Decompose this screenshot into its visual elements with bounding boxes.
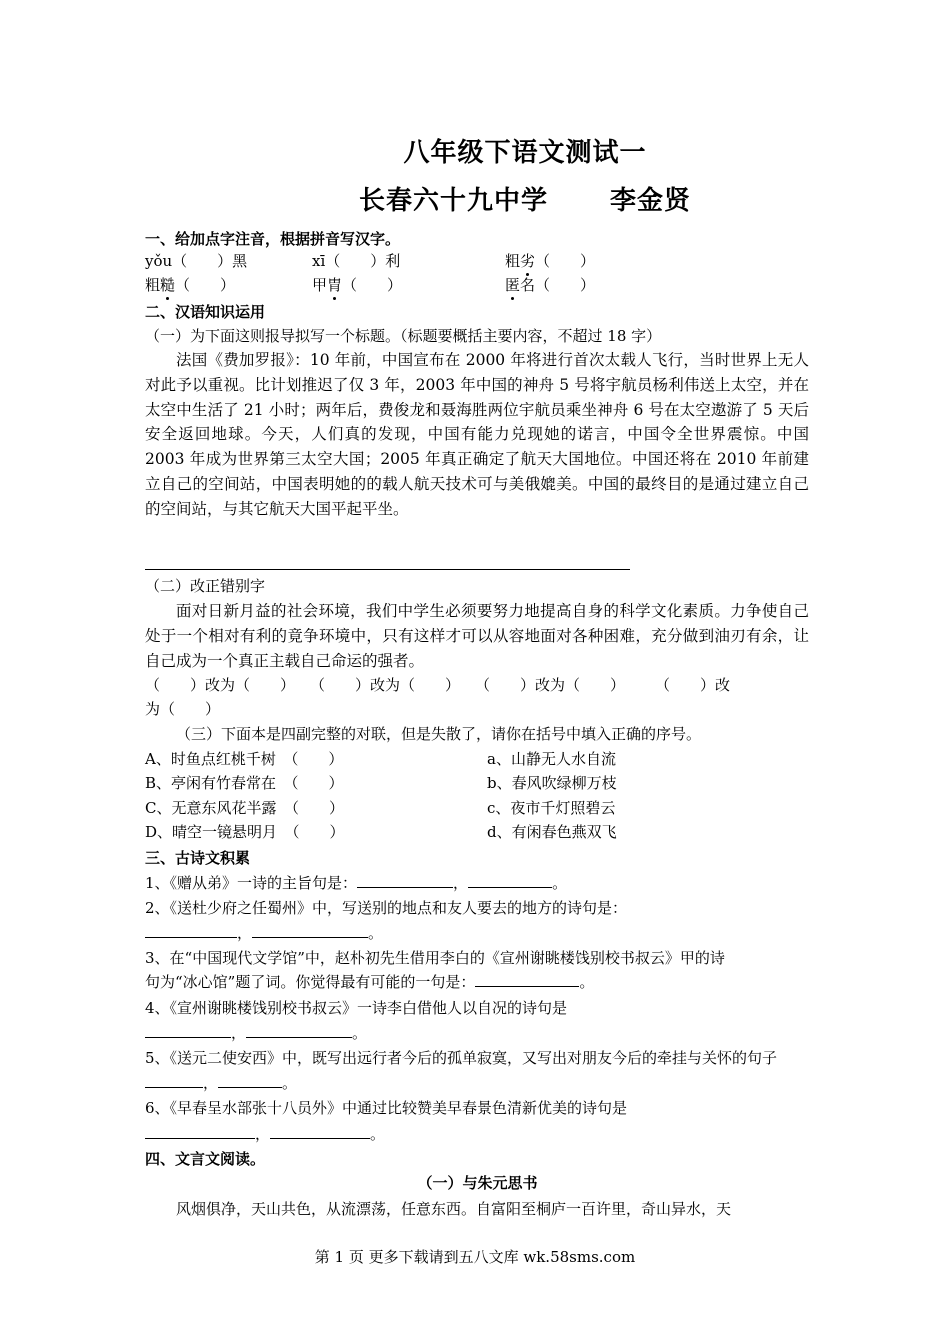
reading-passage: 风烟俱净，天山共色，从流漂荡，任意东西。自富阳至桐庐一百许里，奇山异水，天 [176,1200,732,1218]
answer-blank [145,1122,255,1139]
section-3-heading: 三、古诗文积累 [145,849,251,867]
page-subtitle [0,180,950,217]
question-2-2-label: （二）改正错别字 [145,577,266,595]
poem-question-2: 2、《送杜少府之任蜀州》中，写送别的地点和友人要去的地方的诗句是： [145,899,628,917]
couplet-left-a: A、时鱼点红桃千树 （ ） [145,750,344,768]
answer-blank [218,1071,282,1088]
news-passage: 法国《费加罗报》：10 年前，中国宣布在 2000 年将进行首次太载人飞行，当时世界上无人对此予以重视。比计划推迟了仅 3 年，2003 年中国的神舟 5 号将宇航员杨利伟送上太空，并在太空中生活了 21 小时；两年后，费俊龙和聂海胜两位宇航员乘坐神舟 6 号在太空遨游了 5 天后安全返回地球。今天，人们真的发现，中国有能力兑现她的诺言，中国令全世界震惊。中国 2003 年成为世界第三太空大国；2005 年真正确定了航天大国地位。中国还将在 2010 年前建立自己的空间站，中国表明她的的载人航天技术可与美俄媲美。中国的最终目的是通过建立自己的空间站，与其它航天大国平起平坐。 [145,351,809,518]
page-title: 八年级下语文测试一 [403,138,647,168]
pinyin-item-4: 粗糙（ ） [145,276,236,294]
poem-question-6-answer: ， 。 [145,1122,385,1146]
poem-question-5: 5、《送元二使安西》中，既写出远行者今后的孤单寂寞，又写出对朋友今后的牵挂与关怀的句子 [145,1049,778,1067]
answer-blank [475,970,579,987]
answer-line [145,569,630,570]
poem-question-4: 4、《宣州谢眺楼饯别校书叔云》一诗李白借他人以自况的诗句是 [145,999,568,1017]
pinyin-item-3: 粗劣（ ） [505,252,596,270]
poem-question-3b: 句为“冰心馆”题了词。你觉得最有可能的一句是： 。 [145,970,594,994]
typo-fix-row-2: 为（ ） [145,700,221,718]
pinyin-item-6: 匿名（ ） [505,276,596,294]
couplet-right-b: b、春风吹绿柳万枝 [487,774,617,792]
couplet-right-a: a、山静无人水自流 [487,750,616,768]
section-2-heading: 二、汉语知识运用 [145,303,266,321]
couplet-left-d: D、晴空一镜悬明月 （ ） [145,823,345,841]
author-name: 李金贤 [610,186,692,216]
answer-blank [357,871,453,888]
answer-blank [145,1071,203,1088]
question-2-1-label: （一）为下面这则报导拟写一个标题。（标题要概括主要内容，不超过 18 字） [145,327,662,345]
pinyin-item-5: 甲胄（ ） [312,276,403,294]
couplet-right-c: c、夜市千灯照碧云 [487,799,616,817]
page-footer: 第 1 页 更多下载请到五八文库 wk.58sms.com [314,1248,636,1266]
section-4-heading: 四、文言文阅读。 [145,1150,266,1168]
poem-question-1: 1、《赠从弟》一诗的主旨句是： ， 。 [145,871,567,895]
section-1-heading: 一、给加点字注音，根据拼音写汉字。 [145,230,401,248]
poem-question-3a: 3、在“中国现代文学馆”中，赵朴初先生借用李白的《宣州谢眺楼饯别校书叔云》甲的诗 [145,949,725,967]
poem-question-5-answer: ， 。 [145,1071,297,1095]
answer-blank [252,921,368,938]
question-2-3-label: （三）下面本是四副完整的对联，但是失散了，请你在括号中填入正确的序号。 [176,725,702,743]
reading-title: （一）与朱元思书 [417,1174,538,1192]
school-name: 长春六十九中学 [358,186,548,216]
answer-blank [145,1021,231,1038]
couplet-left-b: B、亭闲有竹春常在 （ ） [145,774,344,792]
poem-question-2-answer: ， 。 [145,921,383,945]
answer-blank [468,871,552,888]
answer-blank [270,1122,370,1139]
typo-passage: 面对日新月益的社会环境，我们中学生必须要努力地提高自身的科学文化素质。力争使自己处于一个相对有利的竟争环境中，只有这样才可以从容地面对各种困难，充分做到油刃有余，让自己成为一个真正主载自己命运的强者。 [145,602,809,670]
pinyin-item-2: xī（ ）利 [312,252,401,270]
poem-question-4-answer: ， 。 [145,1021,367,1045]
couplet-left-c: C、无意东风花半露 （ ） [145,799,344,817]
answer-blank [246,1021,352,1038]
couplet-right-d: d、有闲春色燕双飞 [487,823,617,841]
answer-blank [145,921,237,938]
poem-question-6: 6、《早春呈水部张十八员外》中通过比较赞美早春景色清新优美的诗句是 [145,1099,628,1117]
typo-fix-row-1: （ ）改为（ ） （ ）改为（ ） （ ）改为（ ） （ ）改 [145,676,731,694]
pinyin-item-1: yǒu（ ）黑 [145,252,248,270]
